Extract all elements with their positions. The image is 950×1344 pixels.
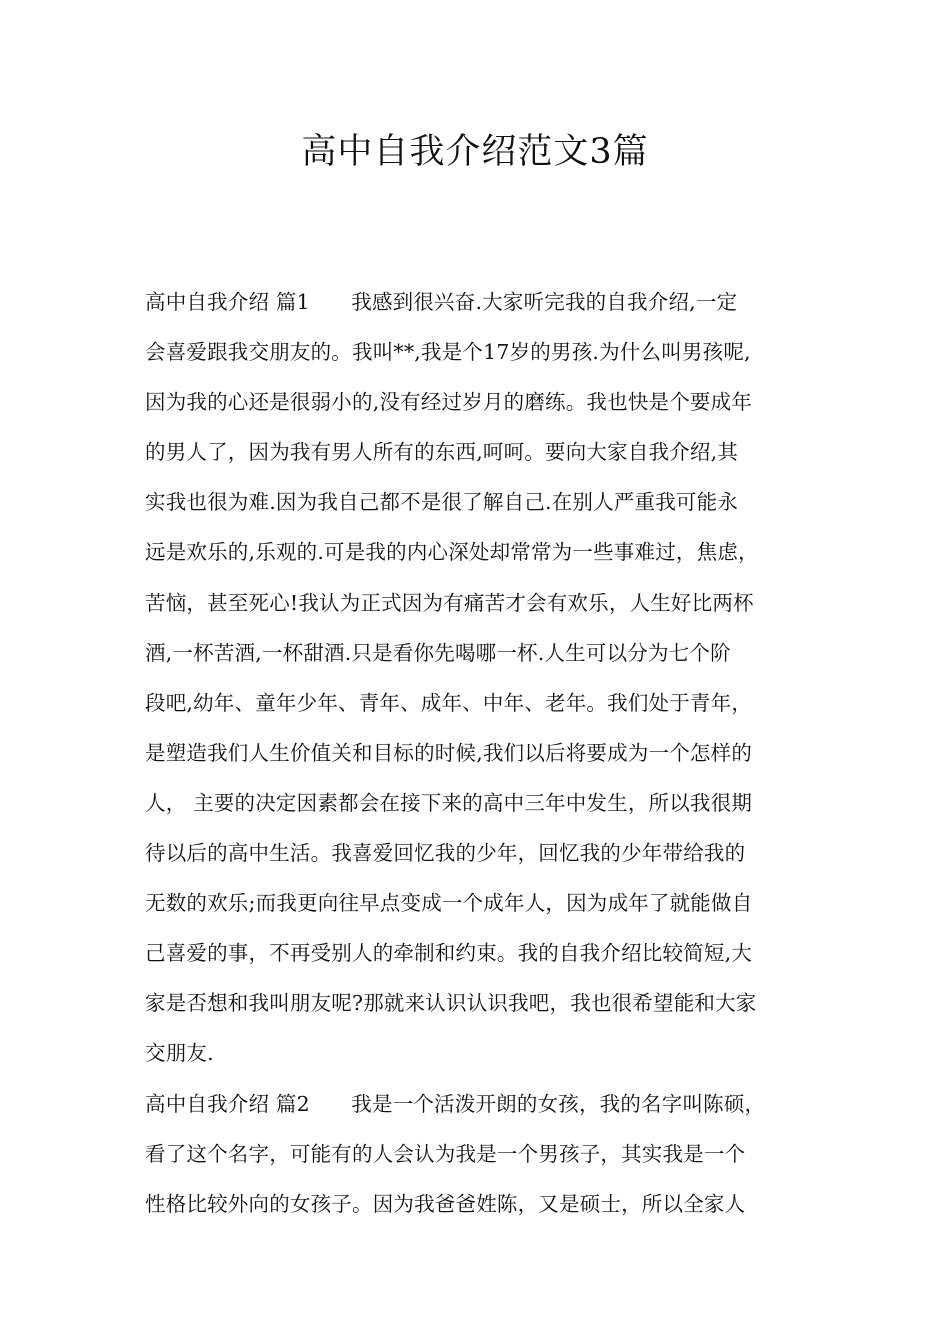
body-line: 是塑造我们人生价值关和目标的时候,我们以后将要成为一个怎样的 (145, 740, 753, 765)
body-line: 实我也很为难.因为我自己都不是很了解自己.在别人严重我可能永 (145, 490, 739, 515)
body-line: 酒,一杯苦酒,一杯甜酒.只是看你先喝哪一杯.人生可以分为七个阶 (145, 640, 731, 665)
body-line: 段吧,幼年、童年少年、青年、成年、中年、老年。我们处于青年， (145, 690, 753, 715)
body-line: 高中自我介绍 篇1 我感到很兴奋.大家听完我的自我介绍,一定 (145, 290, 738, 314)
body-line: 人， 主要的决定因素都会在接下来的高中三年中发生，所以我很期 (145, 790, 753, 815)
body-line: 苦恼，甚至死心!我认为正式因为有痛苦才会有欢乐，人生好比两杯 (145, 590, 754, 615)
body-line: 无数的欢乐;而我更向往早点变成一个成年人，因为成年了就能做自 (145, 891, 753, 916)
body-line: 的男人了，因为我有男人所有的东西,呵呵。要向大家自我介绍,其 (145, 440, 739, 465)
body-line: 己喜爱的事，不再受别人的牵制和约束。我的自我介绍比较简短,大 (145, 941, 753, 966)
body-line: 家是否想和我叫朋友呢?那就来认识认识我吧，我也很希望能和大家 (145, 991, 757, 1016)
body-line: 高中自我介绍 篇2 我是一个活泼开朗的女孩，我的名字叫陈硕， (145, 1091, 766, 1116)
body-line: 交朋友. (145, 1041, 214, 1066)
document-title: 高中自我介绍范文3篇 (301, 132, 649, 172)
body-line: 看了这个名字，可能有的人会认为我是一个男孩子，其实我是一个 (145, 1141, 746, 1166)
body-line: 待以后的高中生活。我喜爱回忆我的少年，回忆我的少年带给我的 (145, 841, 746, 866)
body-line: 性格比较外向的女孩子。因为我爸爸姓陈，又是硕士，所以全家人 (145, 1191, 746, 1216)
document-body (145, 277, 810, 1229)
body-line: 因为我的心还是很弱小的,没有经过岁月的磨练。我也快是个要成年 (145, 390, 753, 415)
body-line: 远是欢乐的,乐观的.可是我的内心深处却常常为一些事难过，焦虑， (145, 540, 759, 565)
body-line: 会喜爱跟我交朋友的。我叫**,我是个17岁的男孩.为什么叫男孩呢, (145, 340, 751, 365)
